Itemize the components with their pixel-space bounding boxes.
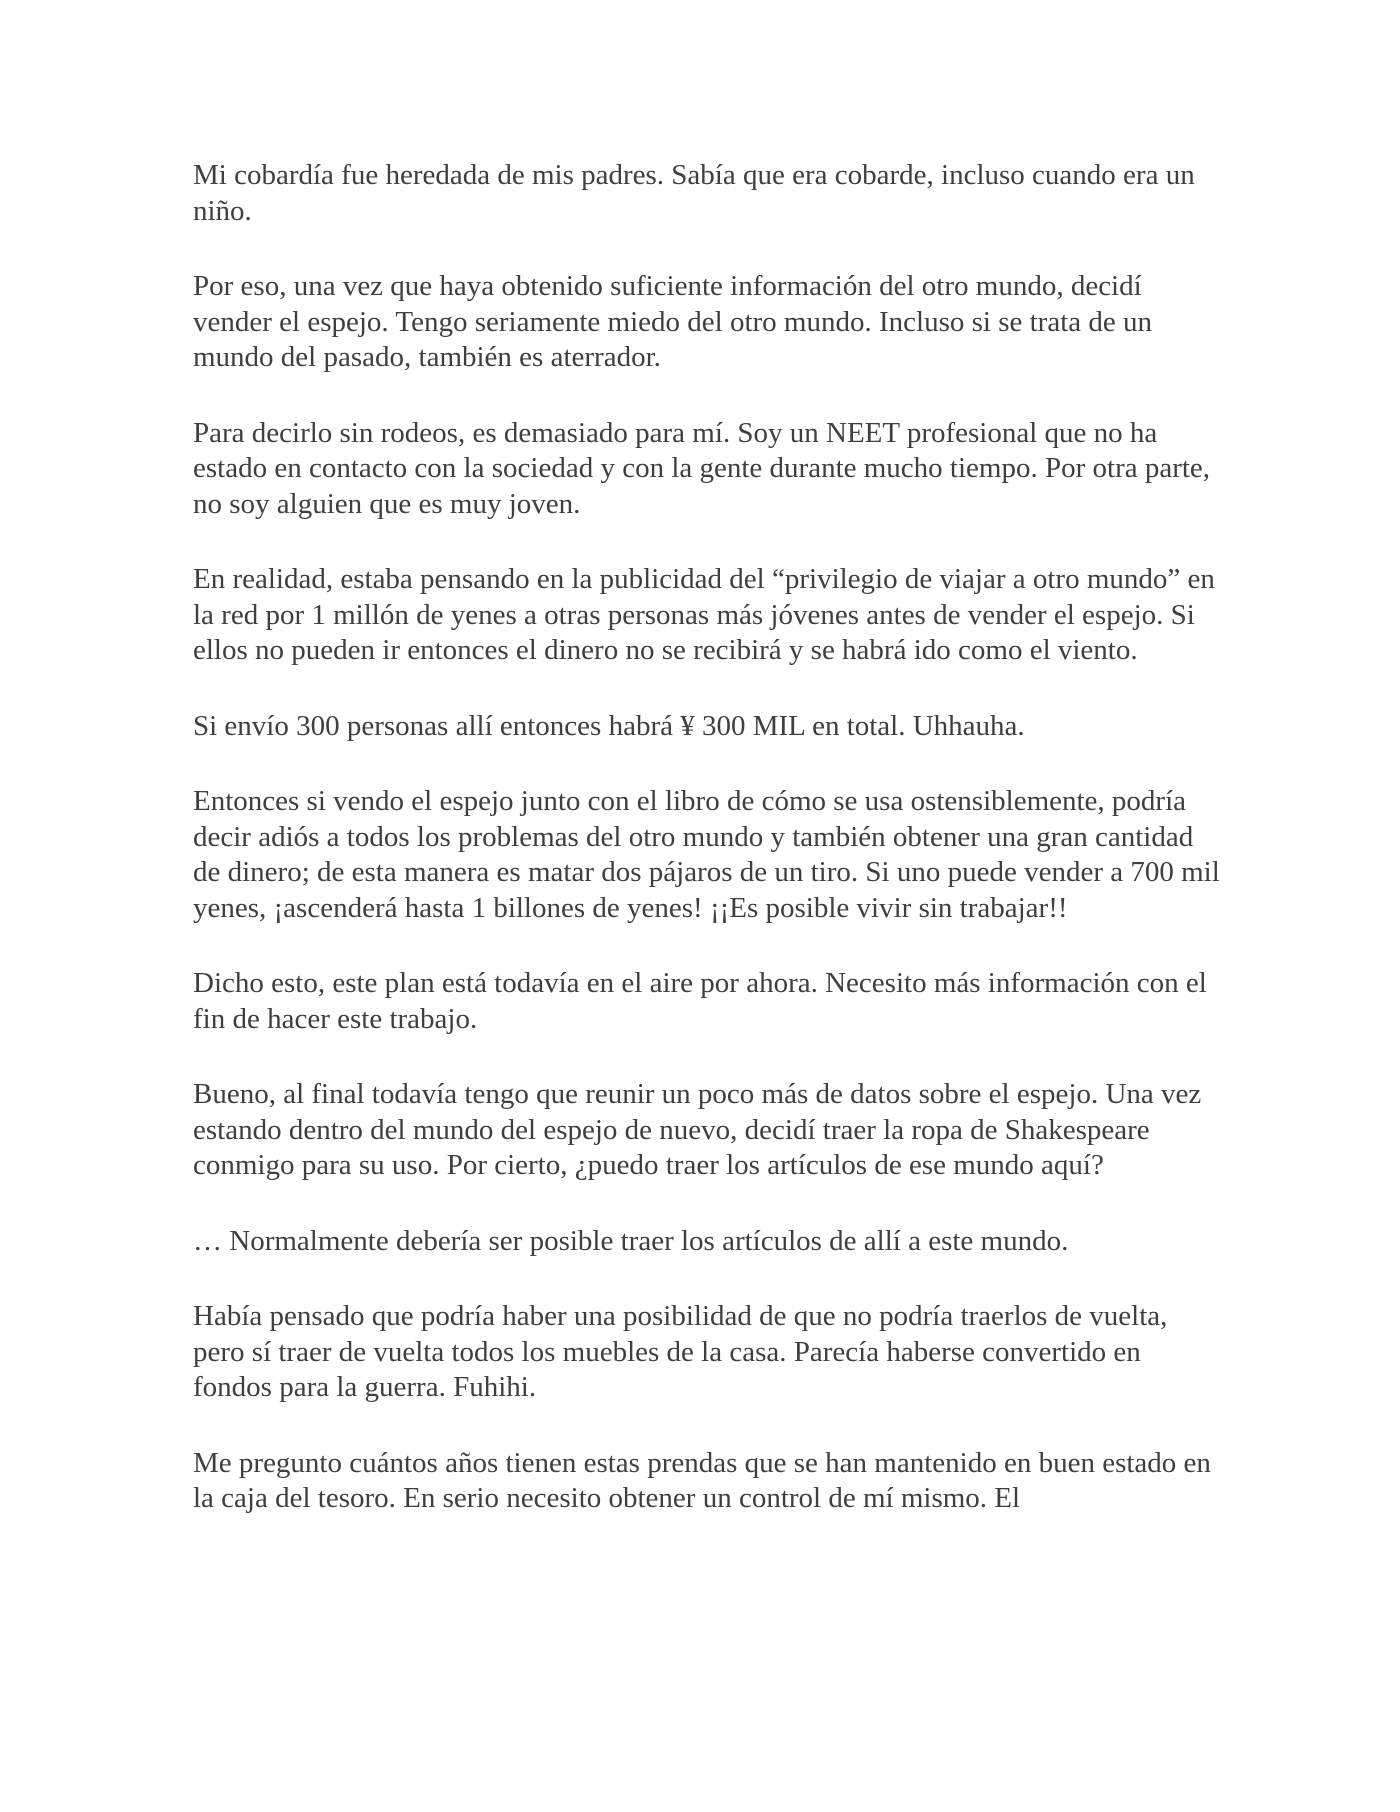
paragraph-2: Por eso, una vez que haya obtenido suficiente información del otro mundo, decidí vender el espejo. Tengo seriamente miedo del otro mundo. Incluso si se trata de un mundo del pasado, también es aterrador. (193, 270, 1152, 373)
paragraph-1: Mi cobardía fue heredada de mis padres. Sabía que era cobarde, incluso cuando era un niño. (193, 159, 1195, 227)
paragraph-9: … Normalmente debería ser posible traer los artículos de allí a este mundo. (193, 1224, 1069, 1257)
paragraph-5: Si envío 300 personas allí entonces habrá ¥ 300 MIL en total. Uhhauha. (193, 709, 1025, 742)
paragraph-11: Me pregunto cuántos años tienen estas prendas que se han mantenido en buen estado en la caja del tesoro. En serio necesito obtener un control de mí mismo. El (193, 1446, 1211, 1514)
paragraph-3: Para decirlo sin rodeos, es demasiado para mí. Soy un NEET profesional que no ha estado en contacto con la sociedad y con la gente durante mucho tiempo. Por otra parte, no soy alguien que es muy joven. (193, 416, 1211, 520)
paragraph-4: En realidad, estaba pensando en la publicidad del “privilegio de viajar a otro mundo” en la red por 1 millón de yenes a otras personas más jóvenes antes de vender el espejo. Si ellos no pueden ir entonces el dinero no se recibirá y se habrá ido como el viento. (193, 563, 1215, 666)
paragraph-6: Entonces si vendo el espejo junto con el libro de cómo se usa ostensiblemente, podría decir adiós a todos los problemas del otro mundo y también obtener una gran cantidad de dinero; de esta manera es matar dos pájaros de un tiro. Si uno puede vender a 700 mil yenes, ¡ascenderá hasta 1 billones de yenes! ¡¡Es posible vivir sin trabajar!! (193, 785, 1220, 924)
paragraph-7: Dicho esto, este plan está todavía en el aire por ahora. Necesito más información con el fin de hacer este trabajo. (193, 967, 1207, 1035)
paragraph-8: Bueno, al final todavía tengo que reunir un poco más de datos sobre el espejo. Una vez estando dentro del mundo del espejo de nuevo, decidí traer la ropa de Shakespeare conmigo para su uso. Por cierto, ¿puedo traer los artículos de ese mundo aquí? (193, 1078, 1202, 1181)
paragraph-10: Había pensado que podría haber una posibilidad de que no podría traerlos de vuelta, pero sí traer de vuelta todos los muebles de la casa. Parecía haberse convertido en fondos para la guerra. Fuhihi. (193, 1300, 1168, 1403)
body-text (193, 158, 1223, 1557)
